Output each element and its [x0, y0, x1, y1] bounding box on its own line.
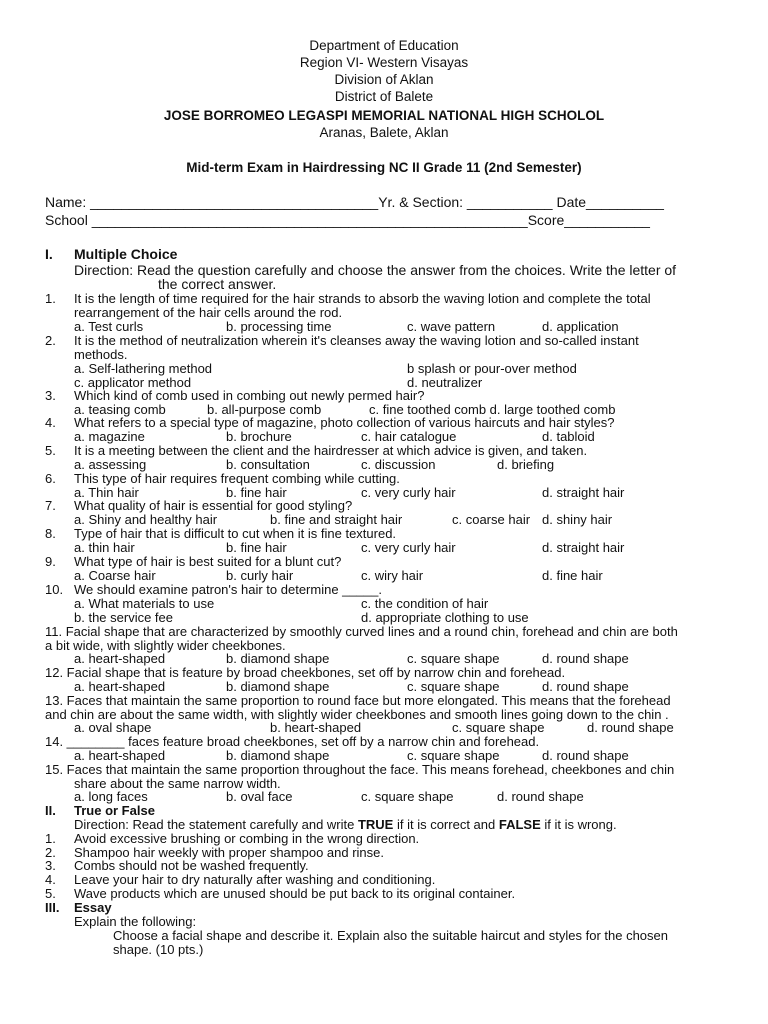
q13-choice-c: c. square shape	[452, 720, 545, 735]
q5-choice-a: a. assessing	[74, 457, 147, 472]
q1-text: It is the length of time required for the hair strands to absorb the waving lotion and complete the total	[74, 291, 651, 306]
tf-item: Leave your hair to dry naturally after washing and conditioning.	[74, 872, 436, 887]
q8-choice-a: a. thin hair	[74, 540, 135, 555]
exam-title: Mid-term Exam in Hairdressing NC II Grade 11 (2nd Semester)	[186, 160, 582, 175]
q14-text: 14. ________ faces feature broad cheekbones, set off by a narrow chin and forehead.	[45, 734, 540, 749]
tf-item-number: 2.	[45, 845, 56, 860]
part2-title: True or False	[74, 803, 155, 818]
q12-choice-c: c. square shape	[407, 679, 500, 694]
q14-choice-d: d. round shape	[542, 748, 629, 763]
q15-choice-d: d. round shape	[497, 789, 584, 804]
q12-choice-d: d. round shape	[542, 679, 629, 694]
division-line: Division of Aklan	[334, 72, 434, 87]
q5-choice-d: d. briefing	[497, 457, 555, 472]
q7-choice-b: b. fine and straight hair	[270, 512, 403, 527]
q14-choice-b: b. diamond shape	[226, 748, 330, 763]
q13-choice-d: d. round shape	[587, 720, 674, 735]
q10-choice-a: a. What materials to use	[74, 596, 215, 611]
district-line: District of Balete	[334, 89, 434, 104]
q9-text: What type of hair is best suited for a blunt cut?	[74, 554, 342, 569]
q5-choice-c: c. discussion	[361, 457, 436, 472]
school-address: Aranas, Balete, Aklan	[319, 125, 449, 140]
q7-choice-d: d. shiny hair	[542, 512, 613, 527]
q8-choice-b: b. fine hair	[226, 540, 287, 555]
q8-choice-c: c. very curly hair	[361, 540, 456, 555]
tf-item: Combs should not be washed frequently.	[74, 858, 309, 873]
q4-choice-c: c. hair catalogue	[361, 429, 457, 444]
q6-choice-b: b. fine hair	[226, 485, 287, 500]
q2-number: 2.	[45, 333, 56, 348]
q7-choice-c: c. coarse hair	[452, 512, 531, 527]
tf-item-number: 5.	[45, 886, 56, 901]
q9-choice-b: b. curly hair	[226, 568, 294, 583]
region-line: Region VI- Western Visayas	[299, 55, 469, 70]
q2-choice-b: b splash or pour-over method	[407, 361, 577, 376]
q5-text: It is a meeting between the client and the hairdresser at which advice is given, and taken.	[74, 443, 588, 458]
part1-direction-cont: the correct answer.	[158, 276, 277, 292]
q1-text-cont: rearrangement of the hair cells around the rod.	[74, 305, 343, 320]
q10-choice-c: c. the condition of hair	[361, 596, 489, 611]
name-section-date-line: Name: _____________________________________Yr. & Section: ___________ Date__________	[45, 194, 664, 210]
q11-choice-d: d. round shape	[542, 651, 629, 666]
essay-prompt-cont: shape. (10 pts.)	[113, 942, 204, 957]
q6-choice-c: c. very curly hair	[361, 485, 456, 500]
q4-text: What refers to a special type of magazine, photo collection of various haircuts and hair styles?	[74, 415, 615, 430]
part2-direction-post: if it is wrong.	[540, 817, 617, 832]
q3-choice-b: b. all-purpose comb	[207, 402, 322, 417]
part1-numeral: I.	[45, 246, 53, 262]
q9-choice-a: a. Coarse hair	[74, 568, 156, 583]
q13-text: 13. Faces that maintain the same proportion to round face but more elongated. This means that the forehead	[45, 693, 671, 708]
q6-number: 6.	[45, 471, 56, 486]
q4-choice-d: d. tabloid	[542, 429, 595, 444]
q13-text-cont: and chin are about the same width, with slightly wider cheekbones and smooth lines going down to the chin .	[45, 707, 669, 722]
q8-choice-d: d. straight hair	[542, 540, 625, 555]
q11-text: 11. Facial shape that are characterized by smoothly curved lines and a round chin, forehead and chin are both	[45, 624, 678, 639]
tf-item: Wave products which are unused should be put back to its original container.	[74, 886, 516, 901]
essay-instruction: Explain the following:	[74, 914, 197, 929]
q3-text: Which kind of comb used in combing out newly permed hair?	[74, 388, 425, 403]
q15-choice-b: b. oval face	[226, 789, 293, 804]
q10-choice-d: d. appropriate clothing to use	[361, 610, 529, 625]
q9-choice-d: d. fine hair	[542, 568, 603, 583]
q11-choice-a: a. heart-shaped	[74, 651, 166, 666]
q15-choice-c: c. square shape	[361, 789, 454, 804]
q7-text: What quality of hair is essential for good styling?	[74, 498, 353, 513]
q14-choice-a: a. heart-shaped	[74, 748, 166, 763]
tf-item-number: 1.	[45, 831, 56, 846]
q12-choice-b: b. diamond shape	[226, 679, 330, 694]
q4-choice-b: b. brochure	[226, 429, 292, 444]
tf-item: Avoid excessive brushing or combing in the wrong direction.	[74, 831, 420, 846]
true-keyword: TRUE	[357, 817, 394, 832]
q1-choice-a: a. Test curls	[74, 319, 144, 334]
q4-number: 4.	[45, 415, 56, 430]
tf-item-number: 3.	[45, 858, 56, 873]
school-name: JOSE BORROMEO LEGASPI MEMORIAL NATIONAL HIGH SCHOLOL	[163, 108, 605, 123]
part2-direction-mid: if it is correct and	[393, 817, 499, 832]
tf-item-number: 4.	[45, 872, 56, 887]
q2-choice-d: d. neutralizer	[407, 375, 483, 390]
q11-choice-c: c. square shape	[407, 651, 500, 666]
q9-choice-c: c. wiry hair	[361, 568, 424, 583]
q8-number: 8.	[45, 526, 56, 541]
q9-number: 9.	[45, 554, 56, 569]
q6-choice-a: a. Thin hair	[74, 485, 139, 500]
part2-numeral: II.	[45, 803, 56, 818]
false-keyword: FALSE	[498, 817, 541, 832]
q4-choice-a: a. magazine	[74, 429, 145, 444]
q1-choice-d: d. application	[542, 319, 619, 334]
q10-text: We should examine patron's hair to determine _____.	[74, 582, 382, 597]
q12-text: 12. Facial shape that is feature by broad cheekbones, set off by narrow chin and forehead.	[45, 665, 566, 680]
essay-prompt: Choose a facial shape and describe it. Explain also the suitable haircut and styles for the chosen	[113, 928, 669, 943]
q15-text-cont: share about the same narrow width.	[74, 776, 281, 791]
q6-text: This type of hair requires frequent combing while cutting.	[74, 471, 400, 486]
q12-choice-a: a. heart-shaped	[74, 679, 166, 694]
q3-number: 3.	[45, 388, 56, 403]
q2-text: It is the method of neutralization wherein it's cleanses away the waving lotion and so-called instant	[74, 333, 639, 348]
q10-choice-b: b. the service fee	[74, 610, 173, 625]
part1-title: Multiple Choice	[74, 246, 178, 262]
q2-choice-c: c. applicator method	[74, 375, 192, 390]
q2-text-cont: methods.	[74, 347, 128, 362]
part3-title: Essay	[74, 900, 112, 915]
q13-choice-a: a. oval shape	[74, 720, 152, 735]
q11-text-cont: a bit wide, with slightly wider cheekbones.	[45, 638, 286, 653]
tf-item: Shampoo hair weekly with proper shampoo and rinse.	[74, 845, 385, 860]
part2-direction-pre: Direction: Read the statement carefully and write	[74, 817, 358, 832]
q6-choice-d: d. straight hair	[542, 485, 625, 500]
q2-choice-a: a. Self-lathering method	[74, 361, 213, 376]
q8-text: Type of hair that is difficult to cut when it is fine textured.	[74, 526, 397, 541]
q7-number: 7.	[45, 498, 56, 513]
q13-choice-b: b. heart-shaped	[270, 720, 362, 735]
q5-number: 5.	[45, 443, 56, 458]
q7-choice-a: a. Shiny and healthy hair	[74, 512, 218, 527]
part3-numeral: III.	[45, 900, 60, 915]
q10-number: 10.	[45, 582, 64, 597]
department-line: Department of Education	[309, 38, 459, 53]
q3-choice-c: c. fine toothed comb d. large toothed comb	[369, 402, 616, 417]
q5-choice-b: b. consultation	[226, 457, 310, 472]
q1-choice-b: b. processing time	[226, 319, 332, 334]
q14-choice-c: c. square shape	[407, 748, 500, 763]
school-score-line: School ________________________________________________________Score___________	[45, 212, 650, 228]
q15-choice-a: a. long faces	[74, 789, 148, 804]
q1-number: 1.	[45, 291, 56, 306]
q11-choice-b: b. diamond shape	[226, 651, 330, 666]
q1-choice-c: c. wave pattern	[407, 319, 496, 334]
q3-choice-a: a. teasing comb	[74, 402, 166, 417]
part2-direction	[74, 818, 617, 832]
q15-text: 15. Faces that maintain the same proportion throughout the face. This means forehead, cheekbones and chin	[45, 762, 675, 777]
part1-direction: Direction: Read the question carefully and choose the answer from the choices. Write the letter of	[74, 262, 677, 278]
